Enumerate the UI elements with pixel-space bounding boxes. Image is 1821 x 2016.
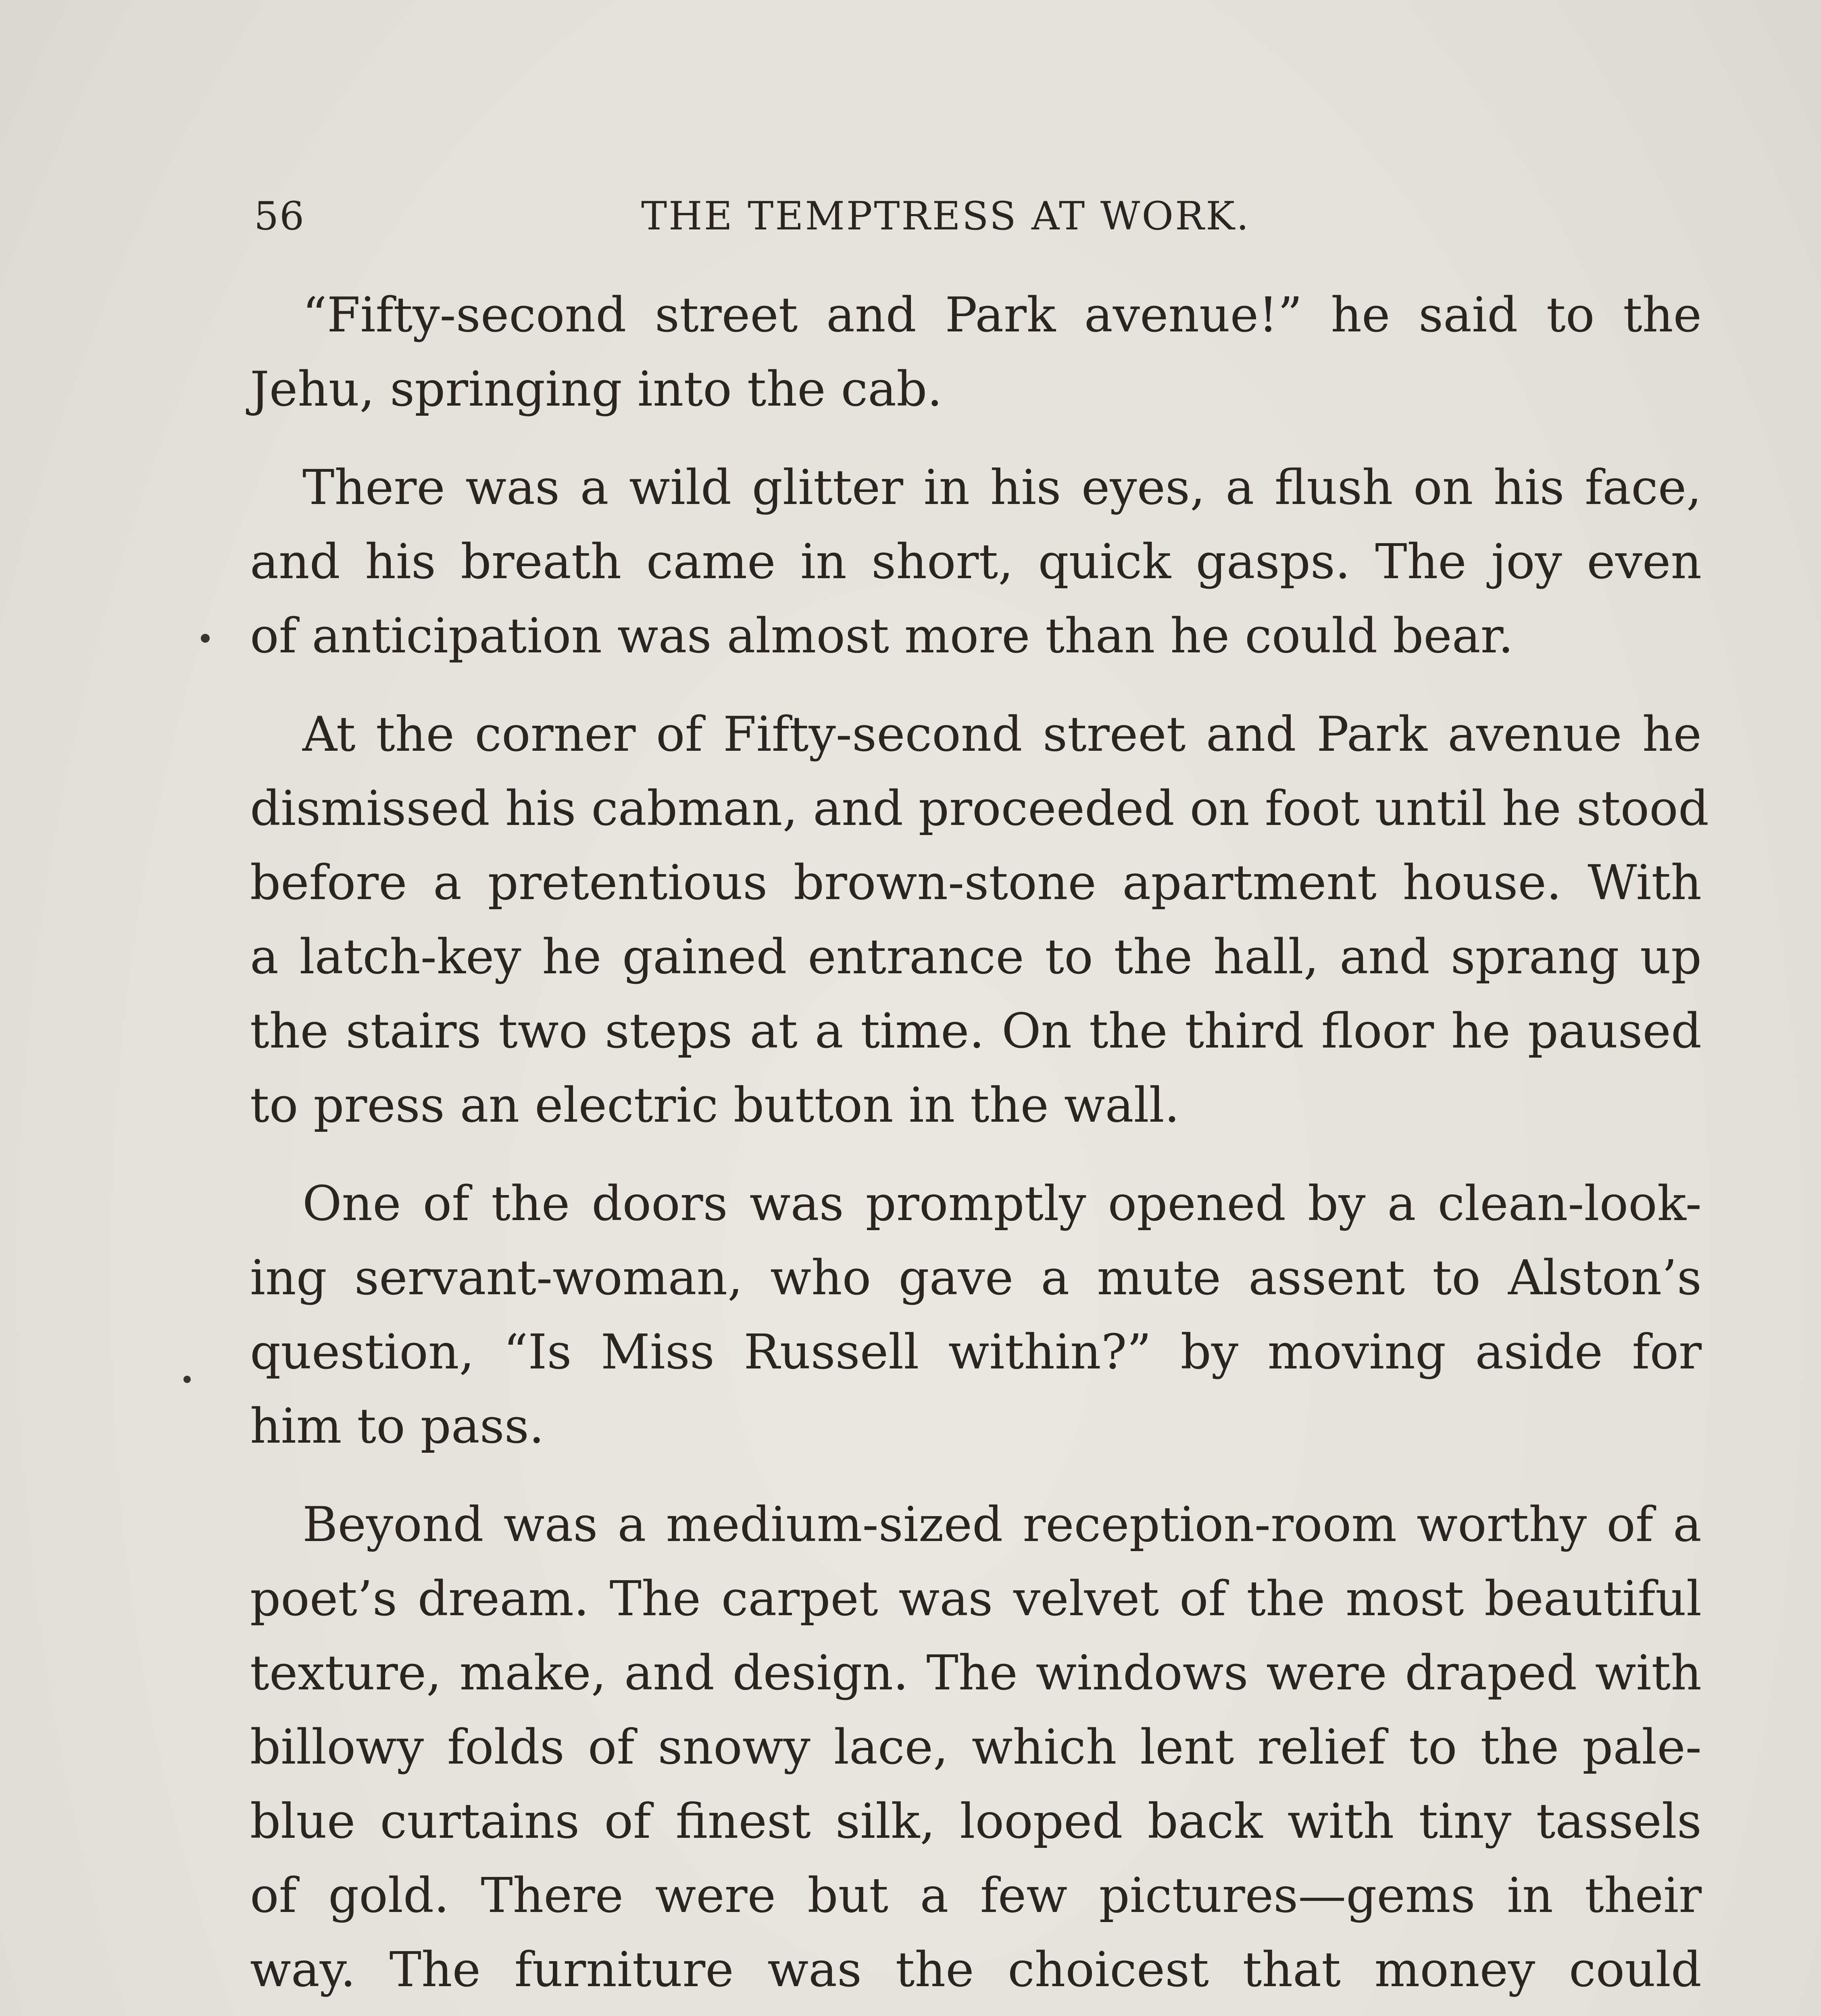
text-line: to press an electric button in the wall. (250, 1078, 1180, 1133)
margin-speck (183, 1376, 191, 1383)
paragraph (250, 451, 1702, 673)
text-line: texture, make, and design. The windows were draped with (250, 1645, 1702, 1701)
text-line: the stairs two steps at a time. On the third floor he paused (250, 1004, 1702, 1059)
text-line: of gold. There were but a few pictures—gems in their (250, 1868, 1702, 1924)
paragraph (250, 278, 1702, 427)
text-line: ing servant-woman, who gave a mute assent to Alston’s (250, 1250, 1702, 1306)
text-line: and his breath came in short, quick gasps. The joy even (250, 534, 1702, 590)
text-line: question, “Is Miss Russell within?” by moving aside for (250, 1325, 1702, 1380)
text-line: before a pretentious brown-stone apartment house. With (250, 855, 1702, 911)
text-line: At the corner of Fifty-second street and Park avenue he (302, 707, 1702, 762)
text-line: billowy folds of snowy lace, which lent relief to the pale- (250, 1720, 1702, 1775)
page-header (254, 190, 1315, 254)
text-line: dismissed his cabman, and proceeded on foot until he stood (250, 781, 1709, 837)
page-number: 56 (254, 194, 305, 239)
text-line: him to pass. (250, 1399, 544, 1454)
text-line: poet’s dream. The carpet was velvet of the most beautiful (250, 1571, 1702, 1627)
margin-speck (201, 634, 210, 643)
text-line: of anticipation was almost more than he could bear. (250, 608, 1514, 664)
text-line: blue curtains of finest silk, looped back with tiny tassels (250, 1794, 1702, 1849)
paragraph (250, 1488, 1702, 2016)
running-head: THE TEMPTRESS AT WORK. (641, 194, 1250, 239)
text-line (250, 2007, 1702, 2016)
text-line: “Fifty-second street and Park avenue!” he said to the (302, 287, 1702, 343)
text-line: Beyond was a medium-sized reception-room worthy of a (302, 1497, 1702, 1553)
text-line: Jehu, springing into the cab. (250, 362, 943, 417)
text-line: a latch-key he gained entrance to the hall, and sprang up (250, 929, 1702, 985)
text-line: One of the doors was promptly opened by a clean-look- (302, 1176, 1702, 1232)
paragraph (250, 698, 1709, 1143)
text-line: way. The furniture was the choicest that money could (250, 1942, 1702, 1998)
body-text (250, 278, 1709, 2016)
paragraph (250, 1167, 1702, 1464)
text-line: There was a wild glitter in his eyes, a flush on his face, (302, 460, 1702, 516)
